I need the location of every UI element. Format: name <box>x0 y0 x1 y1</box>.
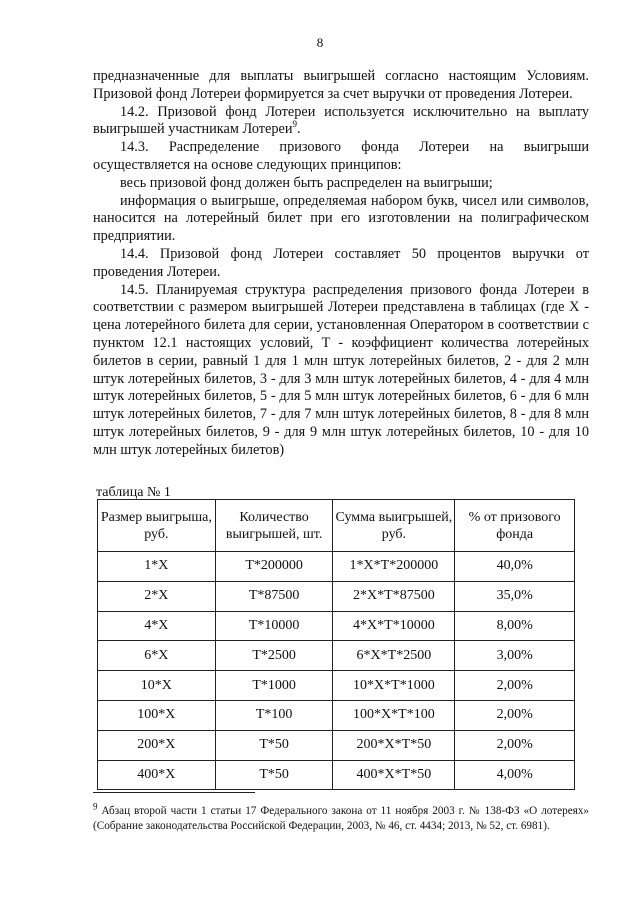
table-cell: 4*X <box>98 611 216 641</box>
table-cell: 100*X <box>98 700 216 730</box>
document-body <box>93 68 589 460</box>
table-cell: 10*X*T*1000 <box>333 671 455 701</box>
table-row <box>98 760 575 790</box>
column-header: Сумма выигрышей, руб. <box>333 500 455 552</box>
paragraph <box>93 104 589 140</box>
table-cell: 3,00% <box>455 641 575 671</box>
table-cell: 2*X <box>98 581 216 611</box>
paragraph: 14.5. Планируемая структура распределения призового фонда Лотереи в соответствии с размером выигрышей Лотереи представлена в таблицах (где X - цена лотерейного билета для серии, установленная Оператором в соответствии с пунктом 12.1 настоящих условий, T - коэффициент количества лотерейных билетов в серии, равный 1 для 1 млн штук лотерейных билетов, 2 - для 2 млн штук лотерейных билетов, 3 - для 3 млн штук лотерейных билетов, 4 - для 4 млн штук лотерейных билетов, 5 - для 5 млн штук лотерейных билетов, 6 - для 6 млн штук лотерейных билетов, 7 - для 7 млн штук лотерейных билетов, 8 - для 8 млн штук лотерейных билетов, 9 - для 9 млн штук лотерейных билетов, 10 - для 10 млн штук лотерейных билетов) <box>93 281 589 458</box>
table-cell: 2,00% <box>455 671 575 701</box>
table-cell: 4*X*T*10000 <box>333 611 455 641</box>
table-cell: T*200000 <box>215 552 333 582</box>
table-cell: T*1000 <box>215 671 333 701</box>
table-cell: T*50 <box>215 730 333 760</box>
table-cell: 2,00% <box>455 700 575 730</box>
footnote-text <box>93 801 590 834</box>
footnote-body: Абзац второй части 1 статьи 17 Федерального закона от 11 ноября 2003 г. № 138-ФЗ «О лотереях» (Собрание законодательства Российской Федерации, 2003, № 46, ст. 4434; 2013, № 52, ст. 6981). <box>93 805 590 832</box>
table-cell: 6*X*T*2500 <box>333 641 455 671</box>
footnote-divider <box>93 792 255 793</box>
table-row <box>98 641 575 671</box>
column-header: % от призового фонда <box>455 500 575 552</box>
table-cell: 200*X <box>98 730 216 760</box>
table-cell: 8,00% <box>455 611 575 641</box>
table-cell: 2,00% <box>455 730 575 760</box>
page-number: 8 <box>316 35 324 50</box>
paragraph: весь призовой фонд должен быть распределен на выигрыши; <box>120 174 493 191</box>
table-row <box>98 671 575 701</box>
table-row <box>98 730 575 760</box>
footnote-reference: 9 <box>292 119 298 130</box>
table-row <box>98 611 575 641</box>
footnote <box>93 801 590 834</box>
table-cell: 40,0% <box>455 552 575 582</box>
table-row <box>98 552 575 582</box>
table-cell: 100*X*T*100 <box>333 700 455 730</box>
paragraph-end: . <box>297 121 301 138</box>
paragraph: предназначенные для выплаты выигрышей согласно настоящим Условиям. Призовой фонд Лотереи формируется за счет выручки от проведения Лотереи. <box>93 68 589 102</box>
table-cell: T*100 <box>215 700 333 730</box>
paragraph-text: 14.2. Призовой фонд Лотереи используется исключительно на выплату выигрышей участникам Лотереи <box>93 103 589 138</box>
table-cell: 2*X*T*87500 <box>333 581 455 611</box>
table-row <box>98 700 575 730</box>
table-cell: T*2500 <box>215 641 333 671</box>
table-caption: таблица № 1 <box>96 485 171 500</box>
table-cell: T*10000 <box>215 611 333 641</box>
table-cell: 10*X <box>98 671 216 701</box>
footnote-marker: 9 <box>93 801 98 812</box>
table-cell: 400*X*T*50 <box>333 760 455 790</box>
table-cell: T*50 <box>215 760 333 790</box>
table-cell: 6*X <box>98 641 216 671</box>
paragraph: информация о выигрыше, определяемая набором букв, чисел или символов, наносится на лотерейный билет при его изготовлении на полиграфическом предприятии. <box>93 192 589 245</box>
table-cell: 35,0% <box>455 581 575 611</box>
column-header: Размер выигрыша, руб. <box>98 500 216 552</box>
table-cell: 1*X*T*200000 <box>333 552 455 582</box>
paragraph: 14.3. Распределение призового фонда Лотереи на выигрыши осуществляется на основе следующих принципов: <box>93 139 589 173</box>
table-cell: 4,00% <box>455 760 575 790</box>
table-cell: 200*X*T*50 <box>333 730 455 760</box>
paragraph: 14.4. Призовой фонд Лотереи составляет 50 процентов выручки от проведения Лотереи. <box>93 245 589 280</box>
table-row <box>98 581 575 611</box>
table-cell: T*87500 <box>215 581 333 611</box>
table-cell: 1*X <box>98 552 216 582</box>
prize-distribution-table <box>97 499 575 790</box>
column-header: Количество выигрышей, шт. <box>215 500 333 552</box>
table-header-row <box>98 500 575 552</box>
table-cell: 400*X <box>98 760 216 790</box>
